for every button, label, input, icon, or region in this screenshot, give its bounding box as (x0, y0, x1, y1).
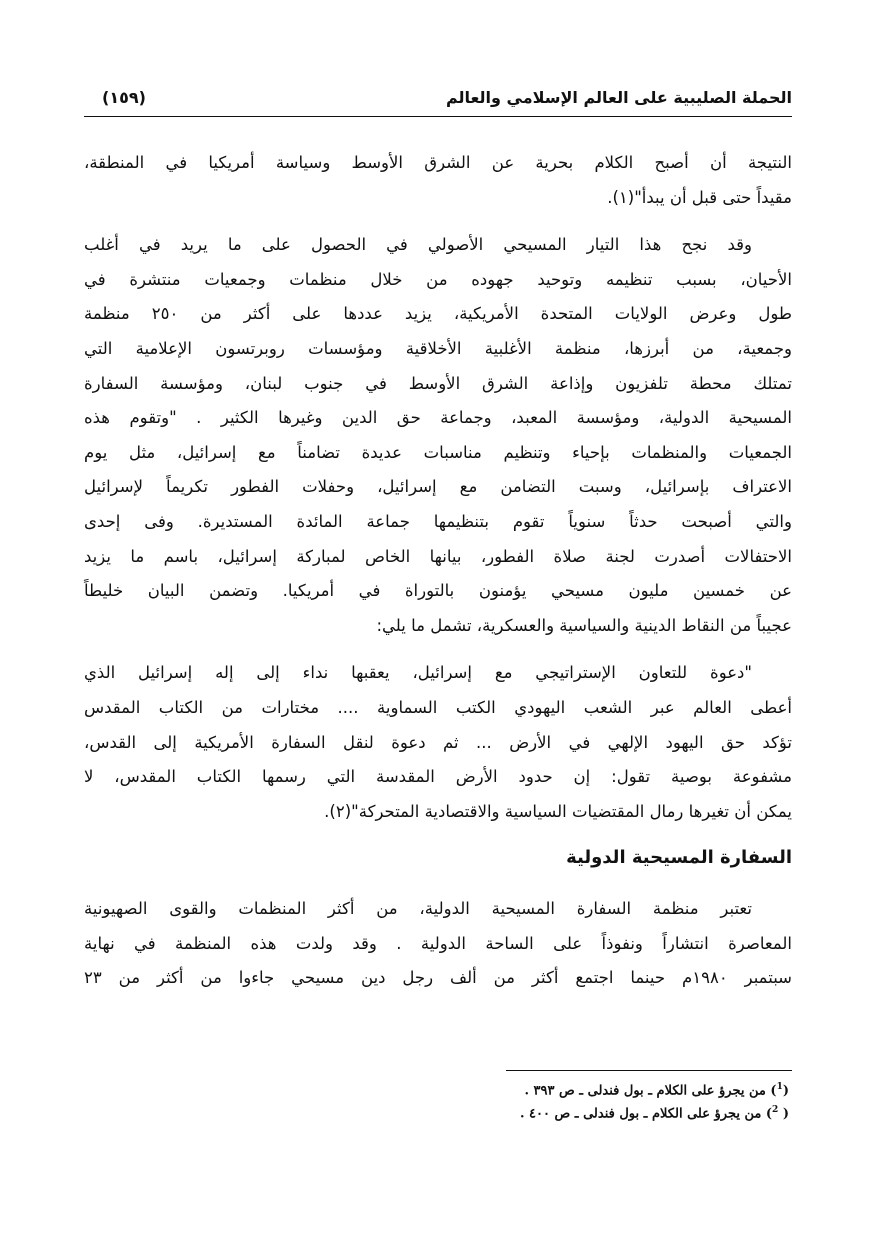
text-line: المعاصرة انتشاراً ونفوذاً على الساحة الدولية . وقد ولدت هذه المنظمة في نهاية (84, 933, 792, 953)
text-line: تمتلك محطة تلفزيون وإذاعة الشرق الأوسط في جنوب لبنان، ومؤسسة السفارة (84, 373, 792, 393)
footnote-divider (506, 1070, 792, 1071)
text-line: عجيباً من النقاط الدينية والسياسية والعسكرية، تشمل ما يلي: (376, 615, 792, 635)
text-line: تؤكد حق اليهود الإلهي في الأرض ... ثم دعوة لنقل السفارة الأمريكية إلى القدس، (84, 732, 792, 752)
footnote-text: من يجرؤ على الكلام ـ بول فندلى ـ ص ٤٠٠ . (519, 1106, 762, 1122)
text-line: تعتبر منظمة السفارة المسيحية الدولية، من أكثر المنظمات والقوى الصهيونية (84, 899, 752, 919)
paragraph-1 (84, 146, 792, 215)
footnote-marker: 2 (772, 1105, 779, 1115)
text-line: النتيجة أن أصبح الكلام بحرية عن الشرق الأوسط وسياسة أمريكيا في المنطقة، (84, 153, 792, 172)
text-line: الاعتراف بإسرائيل، وسبت التضامن مع إسرائيل، وحفلات الفطور تكريماً لإسرائيل (84, 477, 792, 497)
text-line: المسيحية الدولية، ومؤسسة المعبد، وجماعة حق الدين وغيرها الكثير . "وتقوم هذه (84, 408, 792, 428)
text-line: الأحيان، بسبب تنظيمه وتوحيد جهوده من خلال منظمات وجمعيات منتشرة في (84, 269, 792, 289)
body-text (84, 146, 792, 1009)
text-line: وجمعية، من أبرزها، منظمة الأغلبية الأخلاقية ومؤسسات روبرتسون الإعلامية التي (84, 338, 792, 358)
text-line: والتي أصبحت حدثاً سنوياً تقوم بتنظيمها جماعة المائدة المستديرة. وفى إحدى (84, 511, 792, 531)
section-paragraph (84, 892, 792, 996)
page-number: (١٥٩) (102, 88, 146, 107)
footnote-marker: 1 (776, 1082, 783, 1092)
footnote-text: من يجرؤ على الكلام ـ بول فندلى ـ ص ٣٩٣ . (524, 1083, 766, 1099)
text-line: "دعوة للتعاون الإستراتيجي مع إسرائيل، يعقبها نداء إلى إله إسرائيل الذي (84, 663, 752, 683)
book-title: الحملة الصليبية على العالم الإسلامي والعالم (445, 88, 792, 107)
section-heading: السفارة المسيحية الدولية (566, 847, 792, 869)
footnote-1: ($^1$) من يجرؤ على الكلام ـ بول فندلى ـ ص ٣٩٣ . (524, 1082, 789, 1099)
text-line: أعطى العالم عبر الشعب اليهودي الكتب السماوية .... مختارات من الكتاب المقدس (84, 697, 792, 717)
text-line: طول وعرض الولايات المتحدة الأمريكية، يزيد عددها على أكثر من ٢٥٠ منظمة (84, 304, 792, 324)
footnote-2: ( $^2$) من يجرؤ على الكلام ـ بول فندلى ـ ص ٤٠٠ . (519, 1105, 789, 1122)
text-line: يمكن أن تغيرها رمال المقتضيات السياسية والاقتصادية المتحركة"(٢). (324, 801, 792, 821)
text-line: مقيداً حتى قبل أن يبدأ"(١). (607, 187, 792, 207)
running-header (84, 86, 792, 117)
text-line: سبتمبر ١٩٨٠م حينما اجتمع أكثر من ألف رجل دين مسيحي جاءوا من أكثر من ٢٣ (84, 968, 793, 988)
quote-paragraph (84, 656, 792, 829)
paragraph-2 (84, 228, 792, 643)
text-line: وقد نجح هذا التيار المسيحي الأصولي في الحصول على ما يريد في أغلب (84, 235, 752, 255)
text-line: مشفوعة بوصية تقول: إن حدود الأرض المقدسة التي رسمها الكتاب المقدس، لا (84, 767, 792, 787)
footnotes (520, 1076, 789, 1122)
text-line: الجمعيات والمنظمات بإحياء وتنظيم مناسبات عديدة تضامناً مع إسرائيل، مثل يوم (84, 442, 792, 462)
text-line: الاحتفالات أصدرت لجنة صلاة الفطور، بيانها الخاص لمباركة إسرائيل، باسم ما يزيد (84, 546, 792, 566)
text-line: عن خمسين مليون مسيحي يؤمنون بالتوراة في أمريكيا. وتضمن البيان خليطاً (84, 581, 792, 601)
